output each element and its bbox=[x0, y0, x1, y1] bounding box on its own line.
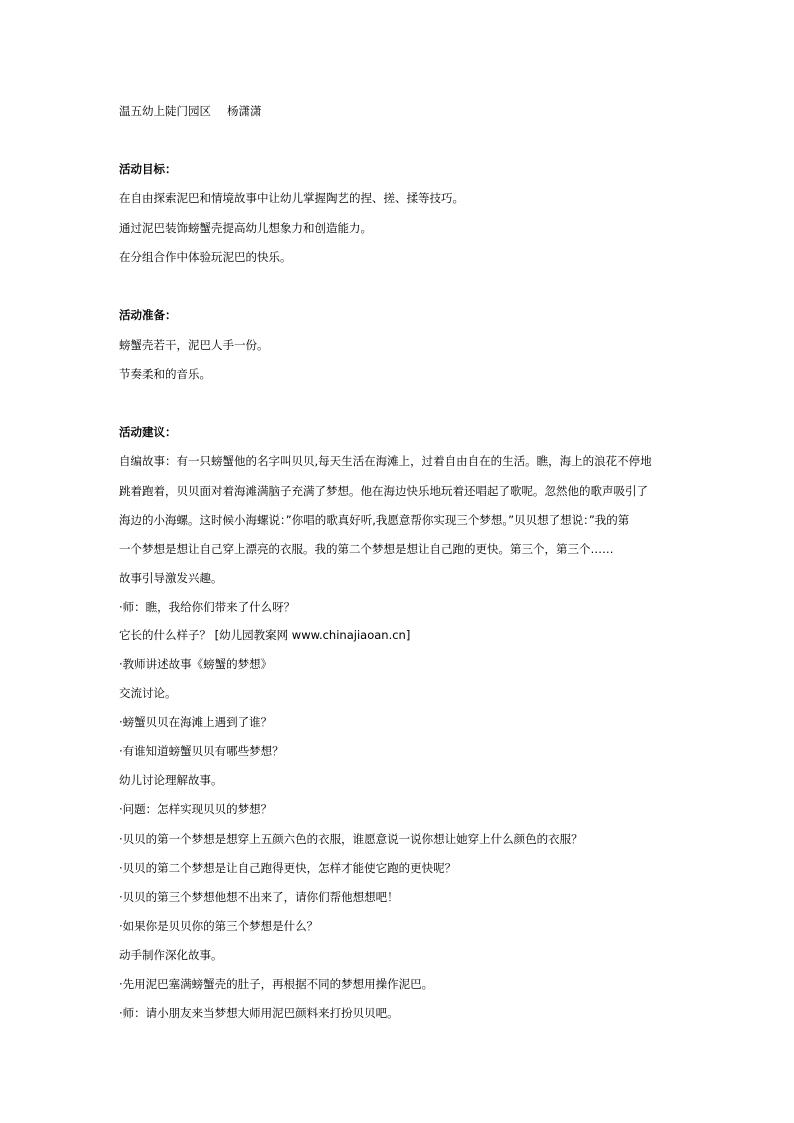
suggest-item: 它长的什么样子？ [幼儿园教案网 www.chinajiaoan.cn] bbox=[119, 628, 411, 642]
school-name: 温五幼上陡门园区 bbox=[119, 104, 211, 118]
suggest-item: 交流讨论。 bbox=[119, 686, 177, 700]
prep-item: 螃蟹壳若干，泥巴人手一份。 bbox=[119, 338, 269, 352]
suggest-item: ·贝贝的第二个梦想是让自己跑得更快，怎样才能使它跑的更快呢？ bbox=[119, 861, 457, 875]
suggest-item: ·如果你是贝贝你的第三个梦想是什么？ bbox=[119, 919, 319, 933]
story-line: 一个梦想是想让自己穿上漂亮的衣服。我的第二个梦想是想让自己跑的更快。第三个，第三个…… bbox=[119, 542, 614, 556]
suggest-item: ·师：瞧，我给你们带来了什么呀？ bbox=[119, 600, 296, 614]
suggest-item: ·先用泥巴塞满螃蟹壳的肚子，再根据不同的梦想用操作泥巴。 bbox=[119, 977, 434, 991]
suggest-item: ·贝贝的第三个梦想他想不出来了，请你们帮他想想吧！ bbox=[119, 890, 399, 904]
suggest-item: ·贝贝的第一个梦想是想穿上五颜六色的衣服，谁愿意说一说你想让她穿上什么颜色的衣服？ bbox=[119, 832, 583, 846]
suggest-item: 幼儿讨论理解故事。 bbox=[119, 773, 223, 787]
suggest-item: 动手制作深化故事。 bbox=[119, 948, 223, 962]
suggest-item: ·有谁知道螃蟹贝贝有哪些梦想？ bbox=[119, 744, 284, 758]
suggest-item: ·问题：怎样实现贝贝的梦想？ bbox=[119, 802, 273, 816]
story-line: 海边的小海螺。这时候小海螺说：”你唱的歌真好听,我愿意帮你实现三个梦想。”贝贝想了想说：”我的第 bbox=[119, 513, 630, 527]
goal-item: 通过泥巴装饰螃蟹壳提高幼儿想象力和创造能力。 bbox=[119, 221, 372, 235]
suggest-item: 故事引导激发兴趣。 bbox=[119, 571, 223, 585]
prep-heading: 活动准备： bbox=[119, 308, 177, 322]
story-line: 自编故事：有一只螃蟹他的名字叫贝贝,每天生活在海滩上，过着自由自在的生活。瞧，海上的浪花不停地 bbox=[119, 454, 652, 468]
suggest-item: ·螃蟹贝贝在海滩上遇到了谁？ bbox=[119, 715, 273, 729]
suggest-heading: 活动建议： bbox=[119, 425, 177, 439]
prep-item: 节奏柔和的音乐。 bbox=[119, 367, 211, 381]
suggest-item: ·教师讲述故事《螃蟹的梦想》 bbox=[119, 657, 273, 671]
suggest-item: ·师：请小朋友来当梦想大师用泥巴颜料来打扮贝贝吧。 bbox=[119, 1006, 399, 1020]
goal-item: 在自由探索泥巴和情境故事中让幼儿掌握陶艺的捏、搓、揉等技巧。 bbox=[119, 191, 464, 205]
goals-heading: 活动目标： bbox=[119, 162, 177, 176]
story-line: 跳着跑着，贝贝面对着海滩满脑子充满了梦想。他在海边快乐地玩着还唱起了歌呢。忽然他的歌声吸引了 bbox=[119, 484, 648, 498]
goal-item: 在分组合作中体验玩泥巴的快乐。 bbox=[119, 250, 292, 264]
header-line bbox=[119, 103, 262, 119]
author-name: 杨潇潇 bbox=[227, 104, 262, 118]
